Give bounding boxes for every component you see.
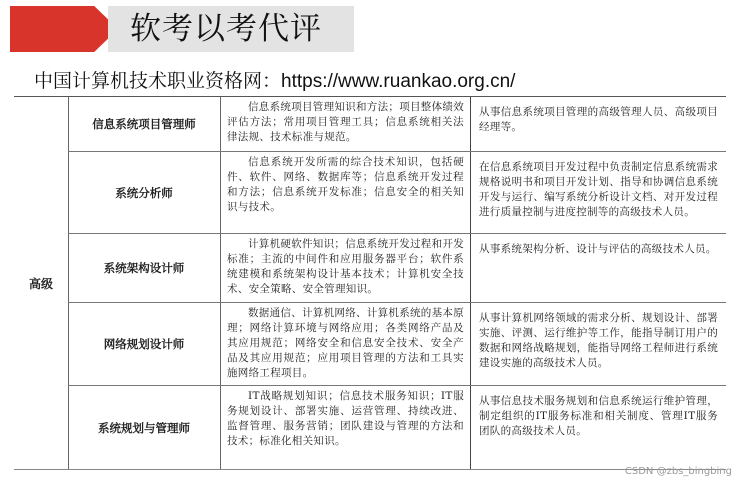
knowledge-cell: 数据通信、计算机网络、计算机系统的基本原理；网络计算环境与网络应用；各类网络产品及其应用规范；网络安全和信息安全技术、安全产品及其应用规范；应用项目管理的方法和工具实施网络工程项目。 [221,303,471,385]
level-cell: 高级 [14,97,69,469]
knowledge-cell: 信息系统项目管理知识和方法；项目整体绩效评估方法；常用项目管理工具；信息系统相关法律法规、技术标准与规范。 [221,97,471,151]
knowledge-cell: 信息系统开发所需的综合技术知识，包括硬件、软件、网络、数据库等；信息系统开发过程和方法；信息系统开发标准；信息安全的相关知识与技术。 [221,152,471,233]
responsibility-cell: 在信息系统项目开发过程中负责制定信息系统需求规格说明书和项目开发计划、指导和协调信息系统开发与运行、编写系统分析设计文档、对开发过程进行质量控制与进度控制等的高级技术人员。 [479,161,718,218]
job-title-cell: 网络规划设计师 [68,303,221,385]
responsibility-cell: 从事信息系统项目管理的高级管理人员、高级项目经理等。 [479,106,718,133]
responsibility-cell: 从事系统架构分析、设计与评估的高级技术人员。 [479,243,717,255]
table-row [68,152,726,234]
responsibility-cell: 从事信息技术服务规划和信息系统运行维护管理，制定组织的IT服务标准和相关制度、管理IT服务团队的高级技术人员。 [479,395,718,437]
table-row [68,234,726,303]
job-title-cell: 系统规划与管理师 [68,386,221,469]
job-title-cell: 信息系统项目管理师 [68,97,221,151]
slide-title: 软考以考代评 [130,11,322,47]
website-subtitle: 中国计算机技术职业资格网：https://www.ruankao.org.cn/ [34,71,516,92]
table-row [68,97,726,152]
table-row [68,386,726,469]
job-title-cell: 系统架构设计师 [68,234,221,302]
responsibility-cell: 从事计算机网络领域的需求分析、规划设计、部署实施、评测、运行维护等工作，能指导制订用户的数据和网络战略规划，能指导网络工程师进行系统建设实施的高级技术人员。 [479,312,718,369]
watermark: CSDN @zbs_bingbing [624,466,732,477]
banner-arrow-shape [10,6,118,52]
exam-levels-table [14,96,726,470]
knowledge-cell: IT战略规划知识；信息技术服务知识；IT服务规划设计、部署实施、运营管理、持续改进、监督管理、服务营销；团队建设与管理的方法和技术；标准化相关知识。 [221,386,471,469]
knowledge-cell: 计算机硬软件知识；信息系统开发过程和开发标准；主流的中间件和应用服务器平台；软件系统建模和系统架构设计基本技术；计算机安全技术、安全策略、安全管理知识。 [221,234,471,302]
job-title-cell: 系统分析师 [68,152,221,233]
table-row [68,303,726,386]
